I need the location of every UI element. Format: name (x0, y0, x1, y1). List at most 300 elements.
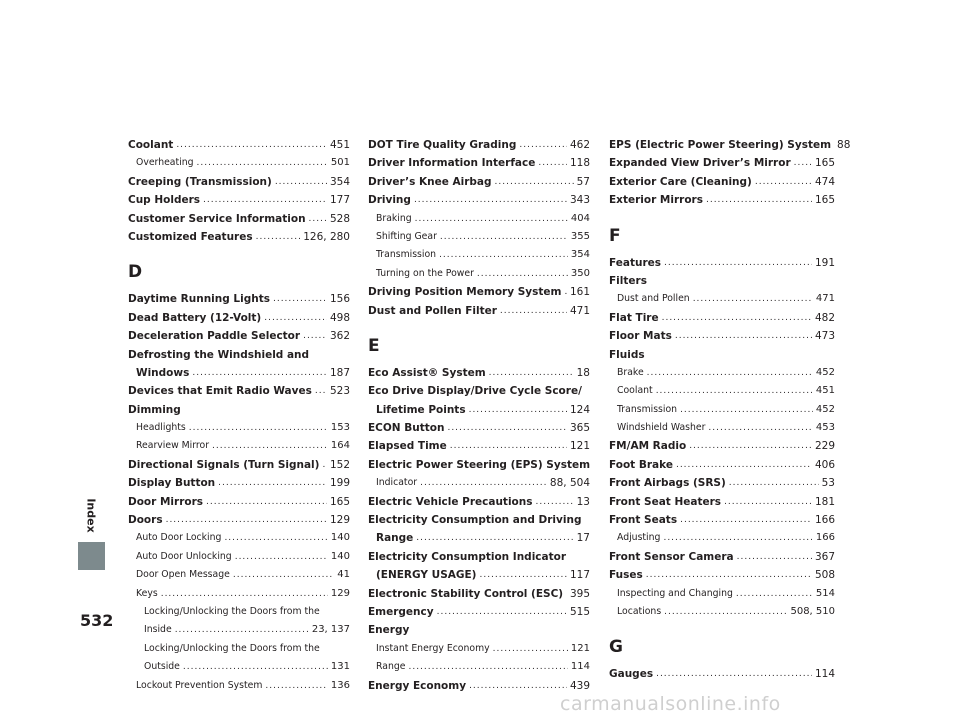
page-reference[interactable]: 451 (329, 138, 350, 151)
entry-label: Overheating (136, 157, 194, 169)
leader-dots (693, 290, 813, 308)
leader-dots (538, 154, 567, 172)
leader-dots (203, 191, 327, 209)
entry-label: Locking/Unlocking the Doors from the (144, 605, 320, 617)
page-reference[interactable]: 191 (814, 256, 835, 269)
leader-dots (724, 493, 812, 511)
entry-label: Front Airbags (SRS) (609, 477, 726, 490)
index-entry (368, 621, 590, 639)
entry-label: Windshield Washer (617, 422, 706, 434)
page-reference[interactable]: 88 (837, 138, 851, 151)
page-reference[interactable]: 165 (814, 157, 835, 170)
leader-dots (408, 658, 567, 676)
leader-dots (469, 677, 567, 695)
entry-label: Braking (376, 212, 412, 224)
index-entry (368, 302, 590, 320)
entry-label: DOT Tire Quality Grading (368, 138, 517, 151)
leader-dots (564, 283, 567, 301)
page-reference[interactable]: 140 (330, 550, 350, 562)
leader-dots (206, 493, 327, 511)
index-entry (128, 173, 350, 191)
entry-label: Doors (128, 514, 163, 527)
entry-label: Adjusting (617, 532, 661, 544)
index-entry (609, 548, 835, 566)
page-reference[interactable]: 343 (569, 194, 590, 207)
page-reference[interactable]: 508, 510 (790, 605, 835, 617)
index-subentry (128, 677, 350, 695)
page-reference[interactable]: 114 (814, 668, 835, 681)
leader-dots (265, 677, 328, 695)
leader-dots (322, 456, 326, 474)
page-reference[interactable]: 355 (570, 230, 590, 242)
page-reference[interactable]: 471 (815, 293, 835, 305)
entry-label: Lockout Prevention System (136, 679, 263, 691)
entry-label: Eco Drive Display/Drive Cycle Score/ (368, 385, 582, 398)
index-entry (128, 401, 350, 419)
index-entry (128, 511, 350, 529)
index-entry (609, 346, 835, 364)
entry-label: Front Seat Heaters (609, 495, 722, 508)
index-subentry (609, 529, 835, 547)
entry-label: Keys (136, 587, 158, 599)
entry-label: Auto Door Unlocking (136, 550, 232, 562)
page-reference[interactable]: 129 (330, 587, 350, 599)
page-reference[interactable]: 523 (329, 385, 350, 398)
entry-label: Electronic Stability Control (ESC) (368, 587, 564, 600)
leader-dots (676, 456, 812, 474)
leader-dots (493, 640, 568, 658)
leader-dots (183, 658, 328, 676)
page-reference[interactable]: 354 (570, 249, 590, 261)
entry-label: Elapsed Time (368, 440, 447, 453)
entry-label: Electric Power Steering (EPS) System (368, 458, 591, 471)
leader-dots (675, 327, 812, 345)
index-entry (128, 346, 350, 364)
index-entry (368, 529, 590, 547)
index-entry (128, 493, 350, 511)
leader-dots (656, 665, 812, 683)
index-entry (368, 364, 590, 382)
leader-dots (566, 585, 567, 603)
index-subentry (368, 246, 590, 264)
entry-label: Range (376, 532, 414, 545)
page-reference[interactable]: 117 (569, 569, 590, 582)
index-entry (368, 548, 590, 566)
page-reference[interactable]: 498 (329, 311, 350, 324)
page-reference[interactable]: 187 (329, 366, 350, 379)
page-reference[interactable]: 350 (570, 267, 590, 279)
leader-dots (664, 254, 812, 272)
index-tab-label (78, 495, 105, 535)
page-reference[interactable]: 508 (814, 569, 835, 582)
index-entry (368, 419, 590, 437)
leader-dots (706, 191, 812, 209)
leader-dots (736, 585, 813, 603)
entry-label: Filters (609, 274, 647, 287)
leader-dots (273, 290, 327, 308)
entry-label: Indicator (376, 477, 418, 489)
entry-label: Front Seats (609, 514, 678, 527)
page-reference[interactable]: 126, 280 (303, 230, 350, 243)
entry-label: Door Open Message (136, 569, 230, 581)
entry-label: Turning on the Power (376, 267, 474, 279)
leader-dots (414, 191, 567, 209)
page-reference[interactable]: 121 (569, 440, 590, 453)
index-side-tab (78, 0, 105, 570)
page-number: 532 (80, 611, 114, 630)
entry-label: Expanded View Driver’s Mirror (609, 157, 791, 170)
entry-label: Inside (144, 624, 172, 636)
entry-label: Dimming (128, 403, 181, 416)
index-subentry (368, 210, 590, 228)
index-entry (609, 173, 835, 191)
entry-label: Features (609, 256, 661, 269)
entry-label: Driver’s Knee Airbag (368, 175, 492, 188)
page-reference[interactable]: 165 (329, 495, 350, 508)
entry-label: Electricity Consumption and Driving (368, 514, 582, 527)
index-entry (368, 456, 590, 474)
leader-dots (189, 419, 328, 437)
entry-label: Devices that Emit Radio Waves (128, 385, 312, 398)
leader-dots (224, 529, 327, 547)
leader-dots (192, 364, 327, 382)
index-subentry (128, 603, 350, 621)
entry-label: Driver Information Interface (368, 157, 536, 170)
entry-label: Fuses (609, 569, 643, 582)
leader-dots (495, 173, 574, 191)
index-subentry (609, 382, 835, 400)
entry-label: Auto Door Locking (136, 532, 222, 544)
leader-dots (212, 437, 328, 455)
leader-dots (794, 154, 812, 172)
index-subentry (368, 640, 590, 658)
page-reference[interactable]: 367 (814, 550, 835, 563)
entry-label: EPS (Electric Power Steering) System (609, 138, 832, 151)
leader-dots (175, 621, 309, 639)
page-reference[interactable]: 165 (814, 194, 835, 207)
page-reference[interactable]: 452 (815, 366, 835, 378)
leader-dots (500, 302, 567, 320)
page-reference[interactable]: 439 (569, 679, 590, 692)
page-reference[interactable]: 156 (329, 293, 350, 306)
leader-dots (437, 603, 567, 621)
index-entry (368, 154, 590, 172)
entry-label: Instant Energy Economy (376, 642, 490, 654)
entry-label: Coolant (617, 385, 653, 397)
entry-label: Headlights (136, 422, 186, 434)
leader-dots (416, 529, 573, 547)
index-entry (128, 191, 350, 209)
page-reference[interactable]: 114 (570, 661, 590, 673)
entry-label: Shifting Gear (376, 230, 437, 242)
leader-dots (233, 566, 334, 584)
entry-label: Floor Mats (609, 330, 672, 343)
entry-label: Gauges (609, 668, 654, 681)
index-subentry (609, 603, 835, 621)
page-reference[interactable]: 462 (569, 138, 590, 151)
entry-label: Locations (617, 605, 662, 617)
entry-label: Energy (368, 624, 410, 637)
entry-label: Driving (368, 194, 411, 207)
entry-label: Defrosting the Windshield and (128, 348, 310, 361)
index-entry (368, 283, 590, 301)
page-reference[interactable]: 362 (329, 330, 350, 343)
page-reference[interactable]: 473 (814, 330, 835, 343)
page-reference[interactable]: 453 (815, 422, 835, 434)
page-reference[interactable]: 474 (814, 175, 835, 188)
index-entry (368, 493, 590, 511)
entry-label: Deceleration Paddle Selector (128, 330, 301, 343)
leader-dots (450, 437, 567, 455)
entry-label: (ENERGY USAGE) (376, 569, 477, 582)
entry-label: Driving Position Memory System (368, 286, 562, 299)
index-entry (128, 456, 350, 474)
page-reference[interactable]: 129 (329, 514, 350, 527)
page-reference[interactable]: 501 (330, 157, 350, 169)
page-reference[interactable]: 17 (576, 532, 590, 545)
leader-dots (309, 210, 327, 228)
page-reference[interactable]: 18 (576, 366, 590, 379)
index-entry (128, 228, 350, 246)
leader-dots (489, 364, 574, 382)
leader-dots (161, 585, 328, 603)
page-reference[interactable]: 471 (569, 304, 590, 317)
index-entry (609, 493, 835, 511)
index-entry (368, 401, 590, 419)
leader-dots (440, 228, 568, 246)
leader-dots (664, 603, 787, 621)
entry-label: Flat Tire (609, 311, 659, 324)
page-reference[interactable]: 406 (814, 458, 835, 471)
entry-label: Electric Vehicle Precautions (368, 495, 533, 508)
entry-label: Dust and Pollen (617, 293, 690, 305)
entry-label: Cup Holders (128, 194, 201, 207)
page-reference[interactable]: 161 (569, 286, 590, 299)
page-reference[interactable]: 23, 137 (311, 624, 350, 636)
page-reference[interactable]: 229 (814, 440, 835, 453)
leader-dots (235, 548, 328, 566)
index-subentry (128, 640, 350, 658)
leader-dots (176, 136, 327, 154)
page-reference[interactable]: 181 (814, 495, 835, 508)
leader-dots (439, 246, 568, 264)
entry-label: Eco Assist® System (368, 366, 486, 379)
leader-dots (646, 566, 812, 584)
entry-label: Door Mirrors (128, 495, 204, 508)
entry-label: Foot Brake (609, 458, 673, 471)
entry-label: FM/AM Radio (609, 440, 687, 453)
index-entry (128, 327, 350, 345)
page-reference[interactable]: 451 (815, 385, 835, 397)
page-reference[interactable]: 153 (330, 422, 350, 434)
page-reference[interactable]: 452 (815, 403, 835, 415)
leader-dots (303, 327, 327, 345)
entry-label: Directional Signals (Turn Signal) (128, 458, 320, 471)
index-tab-text: Index (85, 497, 99, 533)
index-subentry (128, 658, 350, 676)
page-reference[interactable]: 395 (569, 587, 590, 600)
entry-label: Electricity Consumption Indicator (368, 550, 567, 563)
entry-label: Customer Service Information (128, 212, 306, 225)
leader-dots (415, 210, 568, 228)
entry-label: Locking/Unlocking the Doors from the (144, 642, 320, 654)
index-entry (128, 474, 350, 492)
page-reference[interactable]: 118 (569, 157, 590, 170)
leader-dots (218, 474, 327, 492)
index-entry (368, 191, 590, 209)
page-reference[interactable]: 131 (330, 661, 350, 673)
index-entry (368, 136, 590, 154)
leader-dots (447, 419, 567, 437)
entry-label: Front Sensor Camera (609, 550, 734, 563)
page-reference[interactable]: 528 (329, 212, 350, 225)
index-entry (128, 309, 350, 327)
page-reference[interactable]: 177 (329, 194, 350, 207)
page-reference[interactable]: 514 (815, 587, 835, 599)
page-reference[interactable]: 404 (570, 212, 590, 224)
leader-dots (256, 228, 301, 246)
leader-dots (479, 566, 566, 584)
leader-dots (689, 437, 812, 455)
index-tab-marker (78, 542, 105, 570)
page-reference[interactable]: 166 (814, 514, 835, 527)
index-subentry (128, 548, 350, 566)
index-entry (609, 309, 835, 327)
index-subentry (128, 529, 350, 547)
entry-label: Emergency (368, 605, 434, 618)
index-entry (609, 665, 835, 683)
leader-dots (680, 511, 812, 529)
index-entry (368, 173, 590, 191)
entry-label: Range (376, 661, 406, 673)
leader-dots (755, 173, 812, 191)
leader-dots (315, 382, 327, 400)
entry-label: Fluids (609, 348, 645, 361)
entry-label: Energy Economy (368, 679, 467, 692)
page-reference[interactable]: 136 (330, 679, 350, 691)
index-entry (368, 437, 590, 455)
index-entry (609, 437, 835, 455)
index-entry (609, 272, 835, 290)
index-entry (128, 290, 350, 308)
leader-dots (275, 173, 327, 191)
index-entry (609, 456, 835, 474)
page-reference[interactable]: 41 (337, 569, 350, 581)
page-reference[interactable]: 53 (821, 477, 835, 490)
entry-label: Lifetime Points (376, 403, 466, 416)
section-letter: G (609, 637, 623, 658)
index-column-1 (128, 136, 350, 695)
page-reference[interactable]: 365 (569, 422, 590, 435)
index-entry (609, 511, 835, 529)
page-reference[interactable]: 515 (569, 605, 590, 618)
entry-label: Transmission (376, 249, 437, 261)
leader-dots (420, 474, 547, 492)
entry-label: Rearview Mirror (136, 440, 210, 452)
index-entry (368, 585, 590, 603)
index-entry (368, 566, 590, 584)
index-entry (368, 382, 590, 400)
page-reference[interactable]: 121 (570, 642, 590, 654)
index-subentry (609, 585, 835, 603)
index-entry (368, 603, 590, 621)
index-entry (609, 566, 835, 584)
entry-label: Exterior Care (Cleaning) (609, 175, 752, 188)
entry-label: Brake (617, 366, 644, 378)
index-entry (609, 136, 851, 154)
page-reference[interactable]: 140 (330, 532, 350, 544)
entry-label: Display Button (128, 477, 216, 490)
index-subentry (368, 265, 590, 283)
leader-dots (477, 265, 568, 283)
index-subentry (609, 419, 835, 437)
index-entry (609, 474, 835, 492)
entry-label: Outside (144, 661, 180, 673)
index-column-2 (368, 136, 590, 695)
page-reference[interactable]: 124 (569, 403, 590, 416)
index-entry (128, 210, 350, 228)
index-subentry (128, 566, 350, 584)
entry-label: Transmission (617, 403, 678, 415)
entry-label: Dust and Pollen Filter (368, 304, 497, 317)
leader-dots (663, 529, 812, 547)
index-entry (128, 382, 350, 400)
page-reference[interactable]: 13 (576, 495, 590, 508)
index-entry (609, 191, 835, 209)
index-subentry (128, 419, 350, 437)
entry-label: Dead Battery (12-Volt) (128, 311, 262, 324)
leader-dots (656, 382, 813, 400)
entry-label: Inspecting and Changing (617, 587, 733, 599)
entry-label: Creeping (Transmission) (128, 175, 272, 188)
page-reference[interactable]: 482 (814, 311, 835, 324)
entry-label: ECON Button (368, 422, 445, 435)
index-entry (609, 154, 835, 172)
index-entry (609, 254, 835, 272)
index-entry (368, 511, 590, 529)
page-reference[interactable]: 354 (329, 175, 350, 188)
leader-dots (737, 548, 812, 566)
index-subentry (368, 658, 590, 676)
index-subentry (609, 401, 835, 419)
index-subentry (128, 585, 350, 603)
entry-label: Windows (136, 366, 190, 379)
index-entry (609, 327, 835, 345)
page-reference[interactable]: 199 (329, 477, 350, 490)
page-reference[interactable]: 152 (329, 458, 350, 471)
leader-dots (197, 154, 328, 172)
section-letter: F (609, 225, 621, 246)
page-reference[interactable]: 164 (330, 440, 350, 452)
entry-label: Exterior Mirrors (609, 194, 703, 207)
page-reference[interactable]: 88, 504 (549, 477, 590, 490)
page-reference[interactable]: 57 (576, 175, 590, 188)
index-subentry (368, 228, 590, 246)
index-subentry (128, 621, 350, 639)
index-column-3 (609, 136, 851, 684)
index-subentry (609, 290, 835, 308)
leader-dots (680, 401, 813, 419)
leader-dots (647, 364, 813, 382)
index-entry (368, 677, 590, 695)
leader-dots (264, 309, 327, 327)
page-reference[interactable]: 166 (815, 532, 835, 544)
entry-label: Coolant (128, 138, 174, 151)
section-letter: D (128, 262, 143, 283)
leader-dots (535, 493, 573, 511)
entry-label: Customized Features (128, 230, 253, 243)
section-letter: E (368, 335, 380, 356)
